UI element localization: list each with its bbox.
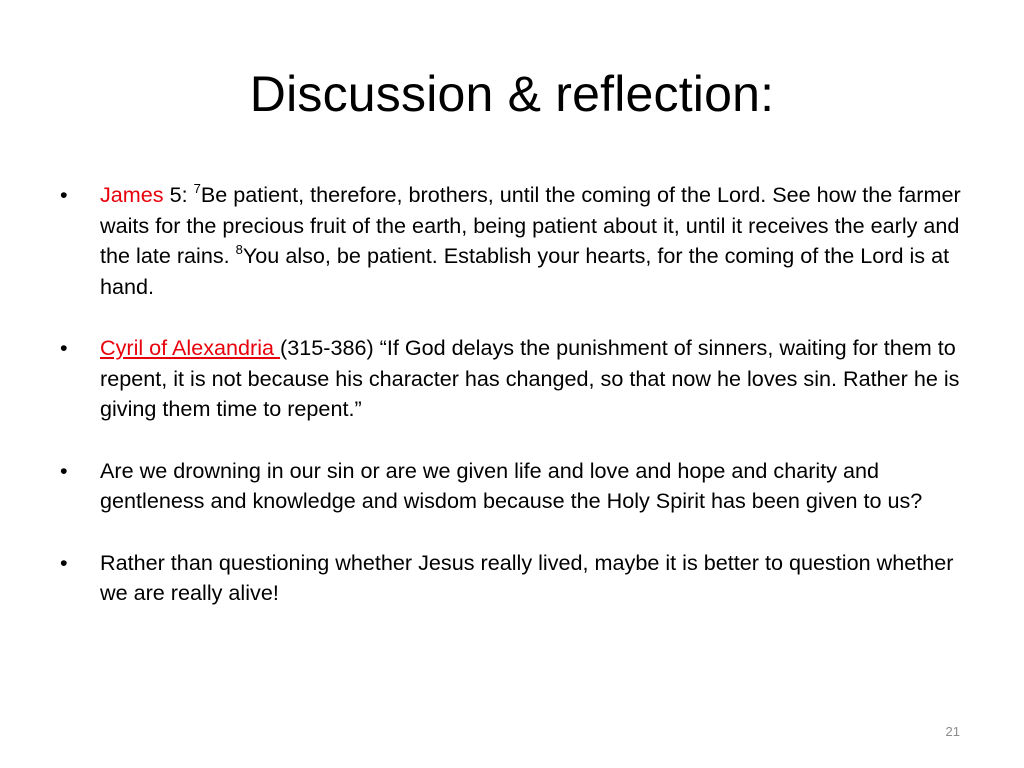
- verse-8-text: You also, be patient. Establish your hearts, for the coming of the Lord is at hand.: [100, 243, 950, 299]
- bullet-text: Are we drowning in our sin or are we given life and love and hope and charity and gentleness and knowledge and wisdom because the Holy Spirit has been given to us?: [100, 457, 923, 513]
- bullet-dot-icon: •: [60, 549, 68, 575]
- scripture-reference: 5:: [163, 182, 194, 207]
- verse-number-8: 8: [235, 241, 243, 257]
- bullet-question-alive: [60, 548, 980, 609]
- page-number: 21: [945, 724, 960, 739]
- bullet-dot-icon: •: [60, 335, 68, 360]
- source-james: James: [100, 182, 164, 207]
- bullet-james: [60, 180, 980, 302]
- bullet-dot-icon: •: [60, 182, 68, 207]
- bullet-question-drowning: [60, 456, 980, 517]
- bullet-text: Rather than questioning whether Jesus really lived, maybe it is better to question whether we are really alive!: [100, 549, 954, 605]
- verse-number-7: 7: [193, 180, 201, 196]
- bullet-list: [60, 180, 980, 640]
- cyril-of-alexandria-link[interactable]: Cyril of Alexandria: [100, 335, 281, 360]
- bullet-dot-icon: •: [60, 457, 68, 483]
- bullet-cyril: [60, 333, 980, 425]
- verse-7-text: Be patient, therefore, brothers, until the coming of the Lord. See how the farmer waits for the precious fruit of the earth, being patient about it, until it receives the early and the late rains.: [100, 182, 961, 268]
- slide-title: Discussion & reflection:: [249, 66, 775, 122]
- cyril-quote: (315-386) “If God delays the punishment of sinners, waiting for them to repent, it is not because his character has changed, so that now he loves sin. Rather he is giving them time to repent.”: [100, 335, 960, 421]
